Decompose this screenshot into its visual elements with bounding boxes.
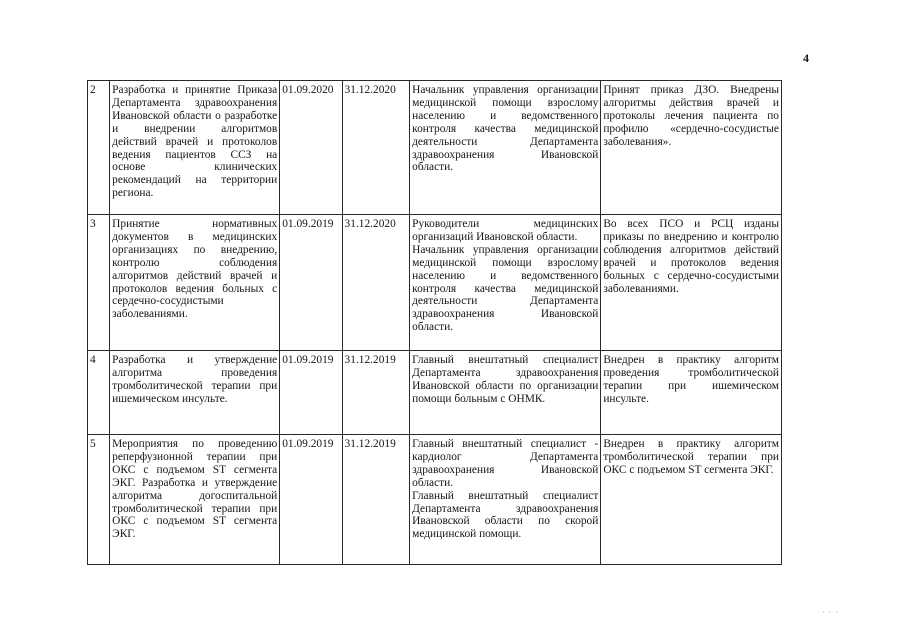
responsible-text: Главный внештатный специалист Департамента здравоохранения Ивановской области по скорой медицинской помощи. xyxy=(412,489,599,541)
measure-name: Мероприятия по проведению реперфузионной терапии при ОКС с подъемом ST сегмента ЭКГ. Разработка и утверждение алгоритма догоспитальной тромболитической терапии при ОКС с подъемом ST сегмента ЭКГ. xyxy=(110,435,280,565)
responsible-cell xyxy=(410,351,601,435)
end-date: 31.12.2020 xyxy=(342,215,410,351)
end-date: 31.12.2019 xyxy=(342,351,410,435)
table-row xyxy=(88,351,782,435)
responsible-text: Руководители медицинских организаций Ивановской области. xyxy=(412,218,599,243)
measure-name: Разработка и утверждение алгоритма проведения тромболитической терапии при ишемическом инсульте. xyxy=(110,351,280,435)
result-text: Внедрен в практику алгоритм проведения тромболитической терапии при ишемическом инсульте. xyxy=(601,351,782,435)
responsible-text: Начальник управления организации медицинской помощи взрослому населению и ведомственного контроля качества медицинской деятельности Департамента здравоохранения Ивановской области. xyxy=(412,243,599,334)
table-row xyxy=(88,81,782,215)
responsible-text: Начальник управления организации медицинской помощи взрослому населению и ведомственного контроля качества медицинской деятельности Департамента здравоохранения Ивановской области. xyxy=(412,84,599,174)
measure-name: Принятие нормативных документов в медицинских организациях по внедрению, контролю соблюдения алгоритмов действий врачей и протоколов ведения больных с сердечно-сосудистыми заболеваниями. xyxy=(110,215,280,351)
responsible-cell xyxy=(410,435,601,565)
responsible-cell xyxy=(410,81,601,215)
result-text: Во всех ПСО и РСЦ изданы приказы по внедрению и контролю соблюдения алгоритмов действий врачей и протоколов ведения больных с сердечно-сосудистыми заболеваниями. xyxy=(601,215,782,351)
responsible-cell xyxy=(410,215,601,351)
start-date: 01.09.2019 xyxy=(280,215,342,351)
page-number: 4 xyxy=(803,51,809,65)
responsible-text: Главный внештатный специалист - кардиолог Департамента здравоохранения Ивановской области. xyxy=(412,438,599,489)
responsible-text: Главный внештатный специалист Департамента здравоохранения Ивановской области по организации помощи больным с ОНМК. xyxy=(412,354,599,405)
table-row xyxy=(88,215,782,351)
result-text: Принят приказ ДЗО. Внедрены алгоритмы действия врачей и протоколы лечения пациента по профилю «сердечно-сосудистые заболевания». xyxy=(601,81,782,215)
start-date: 01.09.2019 xyxy=(280,351,342,435)
measures-table xyxy=(87,80,782,565)
row-number: 4 xyxy=(88,351,110,435)
end-date: 31.12.2020 xyxy=(342,81,410,215)
scan-artifact: · · · xyxy=(822,608,839,617)
row-number: 3 xyxy=(88,215,110,351)
table-row xyxy=(88,435,782,565)
start-date: 01.09.2020 xyxy=(280,81,342,215)
result-text: Внедрен в практику алгоритм тромболитической терапии при ОКС с подъемом ST сегмента ЭКГ. xyxy=(601,435,782,565)
end-date: 31.12.2019 xyxy=(342,435,410,565)
row-number: 5 xyxy=(88,435,110,565)
start-date: 01.09.2019 xyxy=(280,435,342,565)
measure-name: Разработка и принятие Приказа Департамента здравоохранения Ивановской области о разработке и внедрении алгоритмов действий врачей и протоколов ведения пациентов ССЗ на основе клинических рекомендаций на территории региона. xyxy=(110,81,280,215)
row-number: 2 xyxy=(88,81,110,215)
